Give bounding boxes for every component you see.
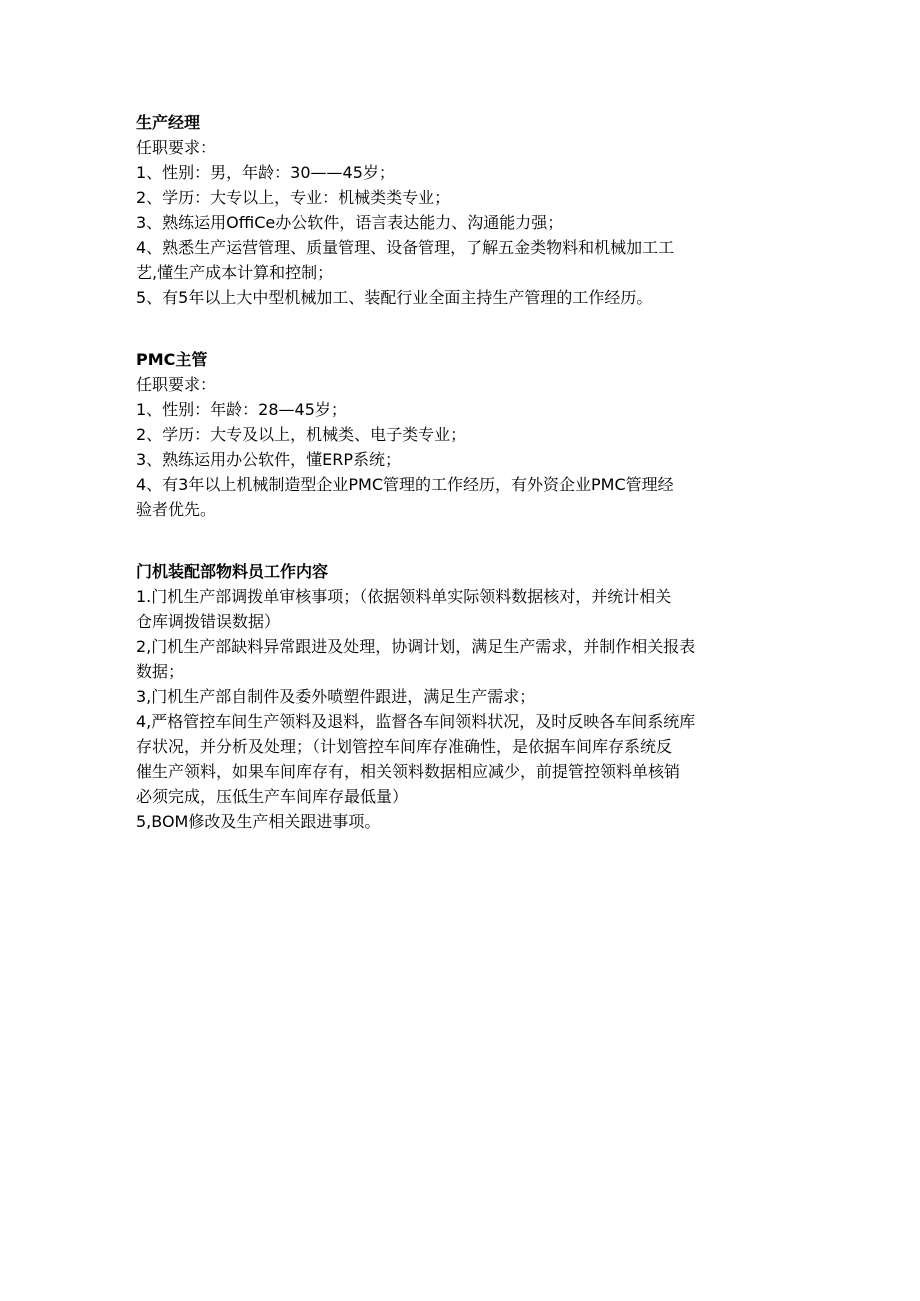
text-line: 艺,懂生产成本计算和控制； <box>136 263 334 282</box>
text-line: 验者优先。 <box>136 500 217 519</box>
section-pmc-supervisor <box>136 347 786 522</box>
text-line: 3、熟练运用办公软件，懂ERP系统； <box>136 450 402 469</box>
text-line: 数据； <box>136 662 185 681</box>
text-line: 4、有3年以上机械制造型企业PMC管理的工作经历，有外资企业PMC管理经 <box>136 475 674 494</box>
section-heading: 门机装配部物料员工作内容 <box>136 562 329 581</box>
text-line: 5、有5年以上大中型机械加工、装配行业全面主持生产管理的工作经历。 <box>136 288 653 307</box>
section-material-clerk-duties <box>136 559 786 834</box>
text-line: 3、熟练运用OffiCe办公软件，语言表达能力、沟通能力强； <box>136 213 564 232</box>
text-line: 2,门机生产部缺料异常跟进及处理，协调计划，满足生产需求，并制作相关报表 <box>136 637 696 656</box>
text-line: 4,严格管控车间生产领料及退料，监督各车间领料状况，及时反映各车间系统库 <box>136 712 696 731</box>
text-line: 任职要求： <box>136 138 217 157</box>
text-line: 存状况，并分析及处理；（计划管控车间库存准确性，是依据车间库存系统反 <box>136 737 673 756</box>
text-line: 1.门机生产部调拨单审核事项；（依据领料单实际领料数据核对，并统计相关 <box>136 587 672 606</box>
text-line: 仓库调拨错误数据） <box>136 612 281 631</box>
text-line: 3,门机生产部自制件及委外喷塑件跟进，满足生产需求； <box>136 687 536 706</box>
section-heading: 生产经理 <box>136 113 201 132</box>
text-line: 4、熟悉生产运营管理、质量管理、设备管理，了解五金类物料和机械加工工 <box>136 238 675 257</box>
text-line: 任职要求： <box>136 375 217 394</box>
text-line: 2、学历：大专以上，专业：机械类类专业； <box>136 188 451 207</box>
text-line: 1、性别：男，年龄：30——45岁； <box>136 163 395 182</box>
section-heading: PMC主管 <box>136 350 208 369</box>
text-line: 5,BOM修改及生产相关跟进事项。 <box>136 812 381 831</box>
section-production-manager <box>136 110 786 310</box>
text-line: 2、学历：大专及以上，机械类、电子类专业； <box>136 425 467 444</box>
text-line: 必须完成，压低生产车间库存最低量） <box>136 787 409 806</box>
document-page <box>136 110 786 834</box>
text-line: 催生产领料，如果车间库存有，相关领料数据相应减少，前提管控领料单核销 <box>136 762 681 781</box>
text-line: 1、性别：年龄：28—45岁； <box>136 400 347 419</box>
